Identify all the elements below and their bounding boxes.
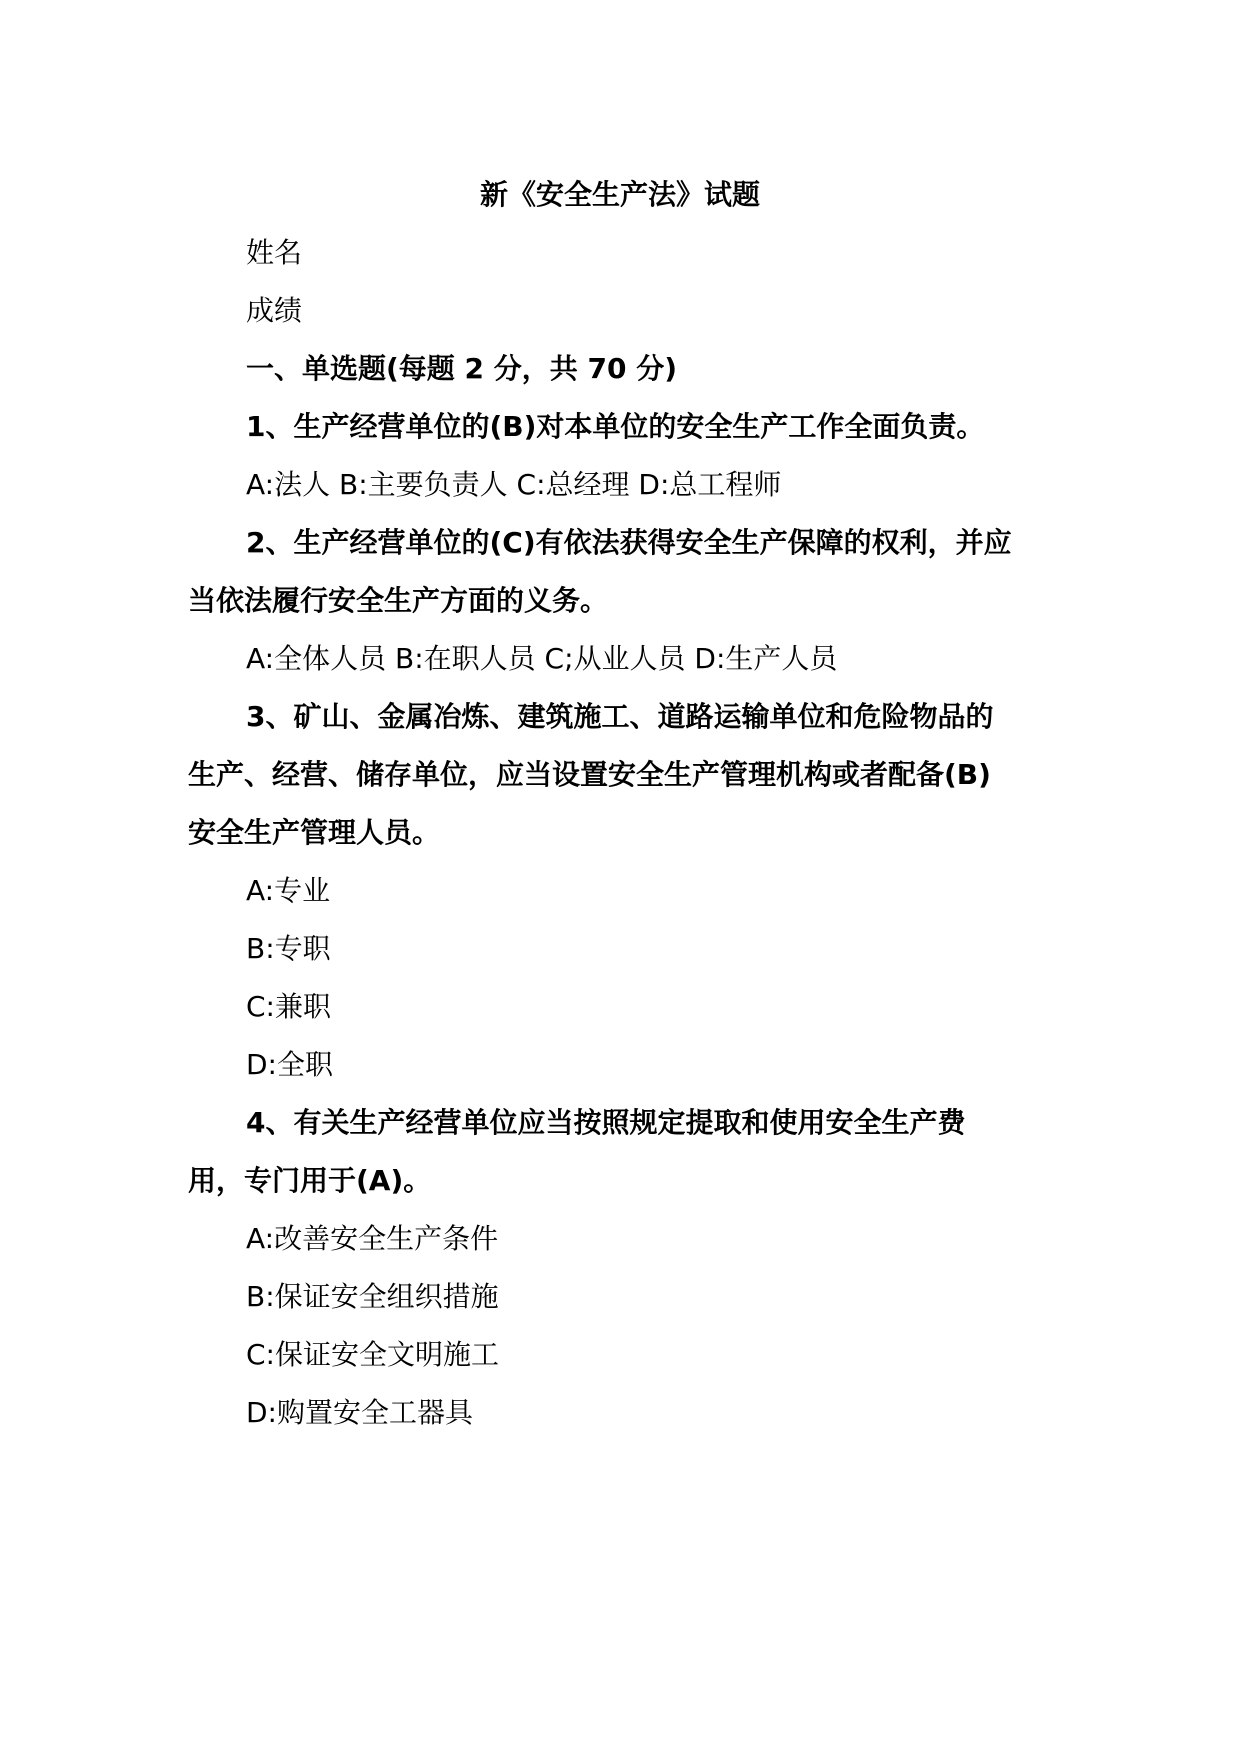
- question-1-options: A:法人 B:主要负责人 C:总经理 D:总工程师: [246, 468, 782, 501]
- question-2-options: A:全体人员 B:在职人员 C;从业人员 D:生产人员: [246, 642, 838, 675]
- question-3-option-d: D:全职: [246, 1048, 333, 1081]
- question-3-stem-line-2: 生产、经营、储存单位，应当设置安全生产管理机构或者配备(B): [188, 758, 991, 791]
- question-2-stem-line-1: 2、生产经营单位的(C)有依法获得安全生产保障的权利，并应: [246, 526, 1012, 559]
- question-4-option-a: A:改善安全生产条件: [246, 1222, 499, 1255]
- question-2-stem-line-2: 当依法履行安全生产方面的义务。: [188, 584, 609, 617]
- question-4-option-b: B:保证安全组织措施: [246, 1280, 499, 1313]
- section-heading: 一、单选题(每题 2 分，共 70 分): [246, 352, 678, 385]
- question-3-option-c: C:兼职: [246, 990, 331, 1023]
- question-3-stem-line-3: 安全生产管理人员。: [188, 816, 441, 849]
- question-1-stem: 1、生产经营单位的(B)对本单位的安全生产工作全面负责。: [246, 410, 985, 443]
- question-4-stem-line-2: 用，专门用于(A)。: [188, 1164, 432, 1197]
- question-4-option-d: D:购置安全工器具: [246, 1396, 473, 1429]
- question-3-option-b: B:专职: [246, 932, 331, 965]
- question-4-stem-line-1: 4、有关生产经营单位应当按照规定提取和使用安全生产费: [246, 1106, 966, 1139]
- score-label: 成绩: [246, 294, 303, 327]
- name-label: 姓名: [246, 236, 303, 269]
- document-title: 新《安全生产法》试题: [479, 178, 760, 211]
- question-3-option-a: A:专业: [246, 874, 331, 907]
- question-3-stem-line-1: 3、矿山、金属冶炼、建筑施工、道路运输单位和危险物品的: [246, 700, 994, 733]
- question-4-option-c: C:保证安全文明施工: [246, 1338, 499, 1371]
